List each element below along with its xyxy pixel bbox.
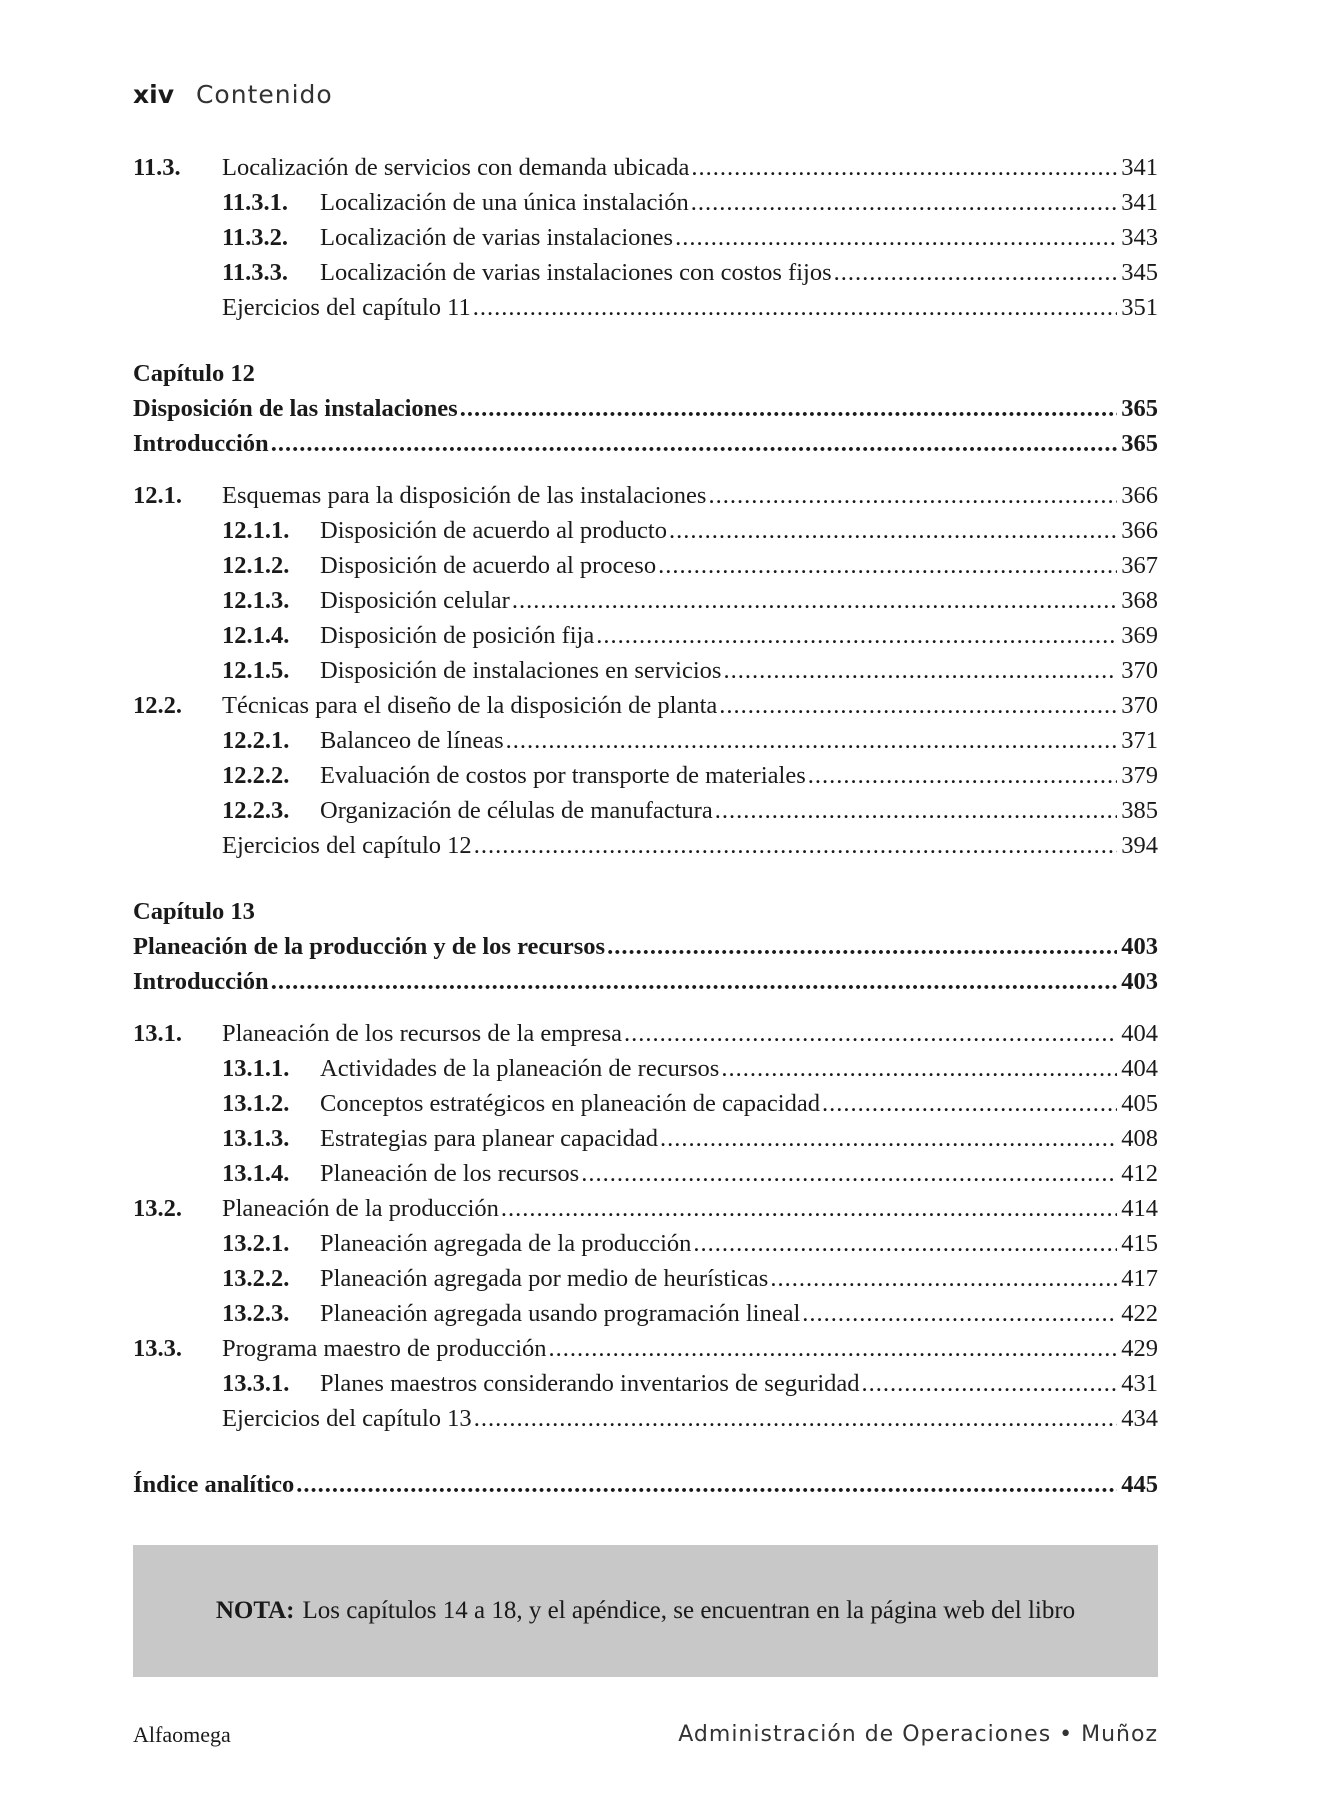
chapter-label: Capítulo 13 xyxy=(133,898,255,925)
toc-subsection[interactable] xyxy=(133,758,1158,793)
subsection-title: Disposición de acuerdo al producto xyxy=(320,517,667,544)
section-title: Esquemas para la disposición de las instalaciones xyxy=(222,482,707,509)
subsection-title: Planeación agregada usando programación lineal xyxy=(320,1300,801,1327)
toc-subsection[interactable] xyxy=(133,255,1158,290)
exercises-title: Ejercicios del capítulo 11 xyxy=(222,294,471,321)
subsection-number: 12.1.5. xyxy=(222,657,290,684)
page-ref: 404 xyxy=(1121,1020,1158,1047)
toc-section[interactable] xyxy=(133,1331,1158,1366)
subsection-title: Evaluación de costos por transporte de materiales xyxy=(320,762,806,789)
subsection-title: Estrategias para planear capacidad xyxy=(320,1125,659,1152)
subsection-number: 11.3.2. xyxy=(222,224,289,251)
exercises-title: Ejercicios del capítulo 13 xyxy=(222,1405,472,1432)
toc-exercises[interactable] xyxy=(133,828,1158,863)
page-number: xiv xyxy=(133,80,174,109)
toc-subsection[interactable] xyxy=(133,793,1158,828)
toc-section[interactable] xyxy=(133,688,1158,723)
page-ref: 403 xyxy=(1121,933,1158,960)
page-ref: 341 xyxy=(1121,189,1158,216)
toc-subsection[interactable] xyxy=(133,185,1158,220)
note-box xyxy=(133,1545,1158,1677)
subsection-number: 13.1.3. xyxy=(222,1125,290,1152)
page-ref: 394 xyxy=(1121,832,1158,859)
running-title: Contenido xyxy=(195,80,333,109)
toc-subsection[interactable] xyxy=(133,1121,1158,1156)
toc-subsection[interactable] xyxy=(133,513,1158,548)
toc-section[interactable] xyxy=(133,1191,1158,1226)
toc-index[interactable] xyxy=(133,1467,1158,1502)
introduction-title: Introducción xyxy=(133,968,269,995)
subsection-title: Disposición de posición fija xyxy=(320,622,595,649)
subsection-number: 12.2.2. xyxy=(222,762,290,789)
page-ref: 415 xyxy=(1121,1230,1158,1257)
subsection-number: 13.1.1. xyxy=(222,1055,290,1082)
toc-introduction[interactable] xyxy=(133,426,1158,461)
toc-section[interactable] xyxy=(133,478,1158,513)
page-ref: 366 xyxy=(1121,482,1158,509)
subsection-number: 11.3.1. xyxy=(222,189,289,216)
subsection-number: 11.3.3. xyxy=(222,259,289,286)
toc-section[interactable] xyxy=(133,150,1158,185)
subsection-title: Localización de una única instalación xyxy=(320,189,689,216)
note-label: NOTA: xyxy=(215,1597,295,1624)
toc-section[interactable] xyxy=(133,1016,1158,1051)
page-ref: 366 xyxy=(1121,517,1158,544)
page-ref: 385 xyxy=(1121,797,1158,824)
page-ref: 431 xyxy=(1121,1370,1158,1397)
page-ref: 345 xyxy=(1121,259,1158,286)
page-ref: 417 xyxy=(1121,1265,1158,1292)
toc-subsection[interactable] xyxy=(133,1261,1158,1296)
subsection-number: 13.2.3. xyxy=(222,1300,290,1327)
subsection-number: 12.1.1. xyxy=(222,517,290,544)
chapter-title: Disposición de las instalaciones xyxy=(133,395,458,422)
subsection-title: Planeación agregada por medio de heurísticas xyxy=(320,1265,769,1292)
table-of-contents xyxy=(133,150,1158,1502)
chapter-label: Capítulo 12 xyxy=(133,360,255,387)
subsection-title: Organización de células de manufactura xyxy=(320,797,713,824)
section-number: 13.1. xyxy=(133,1020,182,1047)
section-number: 12.1. xyxy=(133,482,182,509)
page-ref: 434 xyxy=(1121,1405,1158,1432)
page-ref: 404 xyxy=(1121,1055,1158,1082)
page-ref: 379 xyxy=(1121,762,1158,789)
exercises-title: Ejercicios del capítulo 12 xyxy=(222,832,472,859)
introduction-title: Introducción xyxy=(133,430,269,457)
page-ref: 341 xyxy=(1121,154,1158,181)
page-ref: 369 xyxy=(1121,622,1158,649)
toc-chapter-title[interactable] xyxy=(133,929,1158,964)
section-title: Técnicas para el diseño de la disposición de planta xyxy=(222,692,718,719)
page-ref: 370 xyxy=(1121,692,1158,719)
page-ref: 429 xyxy=(1121,1335,1158,1362)
page-ref: 365 xyxy=(1121,430,1158,457)
subsection-title: Balanceo de líneas xyxy=(320,727,504,754)
toc-subsection[interactable] xyxy=(133,1296,1158,1331)
index-title: Índice analítico xyxy=(133,1471,295,1498)
subsection-title: Disposición de instalaciones en servicios xyxy=(320,657,722,684)
subsection-title: Planes maestros considerando inventarios de seguridad xyxy=(320,1370,860,1397)
subsection-number: 12.1.4. xyxy=(222,622,290,649)
subsection-title: Disposición de acuerdo al proceso xyxy=(320,552,657,579)
running-head xyxy=(133,80,333,109)
section-number: 13.2. xyxy=(133,1195,182,1222)
toc-subsection[interactable] xyxy=(133,583,1158,618)
subsection-number: 12.2.1. xyxy=(222,727,290,754)
note-text: Los capítulos 14 a 18, y el apéndice, se encuentran en la página web del libro xyxy=(302,1597,1076,1624)
subsection-title: Conceptos estratégicos en planeación de capacidad xyxy=(320,1090,820,1117)
page-ref: 445 xyxy=(1121,1471,1158,1498)
subsection-title: Planeación agregada de la producción xyxy=(320,1230,692,1257)
toc-subsection[interactable] xyxy=(133,220,1158,255)
page-ref: 422 xyxy=(1121,1300,1158,1327)
page-ref: 403 xyxy=(1121,968,1158,995)
subsection-title: Disposición celular xyxy=(320,587,510,614)
toc-chapter-title[interactable] xyxy=(133,391,1158,426)
toc-subsection[interactable] xyxy=(133,653,1158,688)
toc-subsection[interactable] xyxy=(133,1086,1158,1121)
toc-subsection[interactable] xyxy=(133,548,1158,583)
subsection-number: 12.2.3. xyxy=(222,797,290,824)
subsection-number: 12.1.3. xyxy=(222,587,290,614)
section-number: 12.2. xyxy=(133,692,182,719)
section-title: Planeación de la producción xyxy=(222,1195,499,1222)
page-ref: 343 xyxy=(1121,224,1158,251)
page-ref: 371 xyxy=(1121,727,1158,754)
subsection-number: 13.1.4. xyxy=(222,1160,290,1187)
toc-subsection[interactable] xyxy=(133,1366,1158,1401)
page-ref: 408 xyxy=(1121,1125,1158,1152)
subsection-number: 13.2.2. xyxy=(222,1265,290,1292)
toc-subsection[interactable] xyxy=(133,723,1158,758)
subsection-title: Localización de varias instalaciones con costos fijos xyxy=(320,259,832,286)
section-number: 13.3. xyxy=(133,1335,182,1362)
subsection-title: Planeación de los recursos xyxy=(320,1160,580,1187)
page-ref: 414 xyxy=(1121,1195,1158,1222)
footer-book-title: Administración de Operaciones • Muñoz xyxy=(678,1722,1158,1747)
toc-subsection[interactable] xyxy=(133,618,1158,653)
section-title: Localización de servicios con demanda ubicada xyxy=(222,154,690,181)
toc-subsection[interactable] xyxy=(133,1051,1158,1086)
subsection-title: Localización de varias instalaciones xyxy=(320,224,674,251)
section-title: Planeación de los recursos de la empresa xyxy=(222,1020,623,1047)
page-ref: 367 xyxy=(1121,552,1158,579)
toc-subsection[interactable] xyxy=(133,1156,1158,1191)
footer-publisher: Alfaomega xyxy=(133,1722,231,1747)
subsection-title: Actividades de la planeación de recursos xyxy=(320,1055,720,1082)
chapter-title: Planeación de la producción y de los recursos xyxy=(133,933,606,960)
subsection-number: 12.1.2. xyxy=(222,552,290,579)
page-ref: 405 xyxy=(1121,1090,1158,1117)
page-ref: 368 xyxy=(1121,587,1158,614)
toc-subsection[interactable] xyxy=(133,1226,1158,1261)
section-number: 11.3. xyxy=(133,154,181,181)
page-ref: 365 xyxy=(1121,395,1158,422)
toc-exercises[interactable] xyxy=(133,1401,1158,1436)
page-ref: 351 xyxy=(1121,294,1158,321)
page-ref: 412 xyxy=(1121,1160,1158,1187)
page-ref: 370 xyxy=(1121,657,1158,684)
toc-exercises[interactable] xyxy=(133,290,1158,325)
subsection-number: 13.1.2. xyxy=(222,1090,290,1117)
subsection-number: 13.2.1. xyxy=(222,1230,290,1257)
toc-introduction[interactable] xyxy=(133,964,1158,999)
section-title: Programa maestro de producción xyxy=(222,1335,547,1362)
subsection-number: 13.3.1. xyxy=(222,1370,290,1397)
